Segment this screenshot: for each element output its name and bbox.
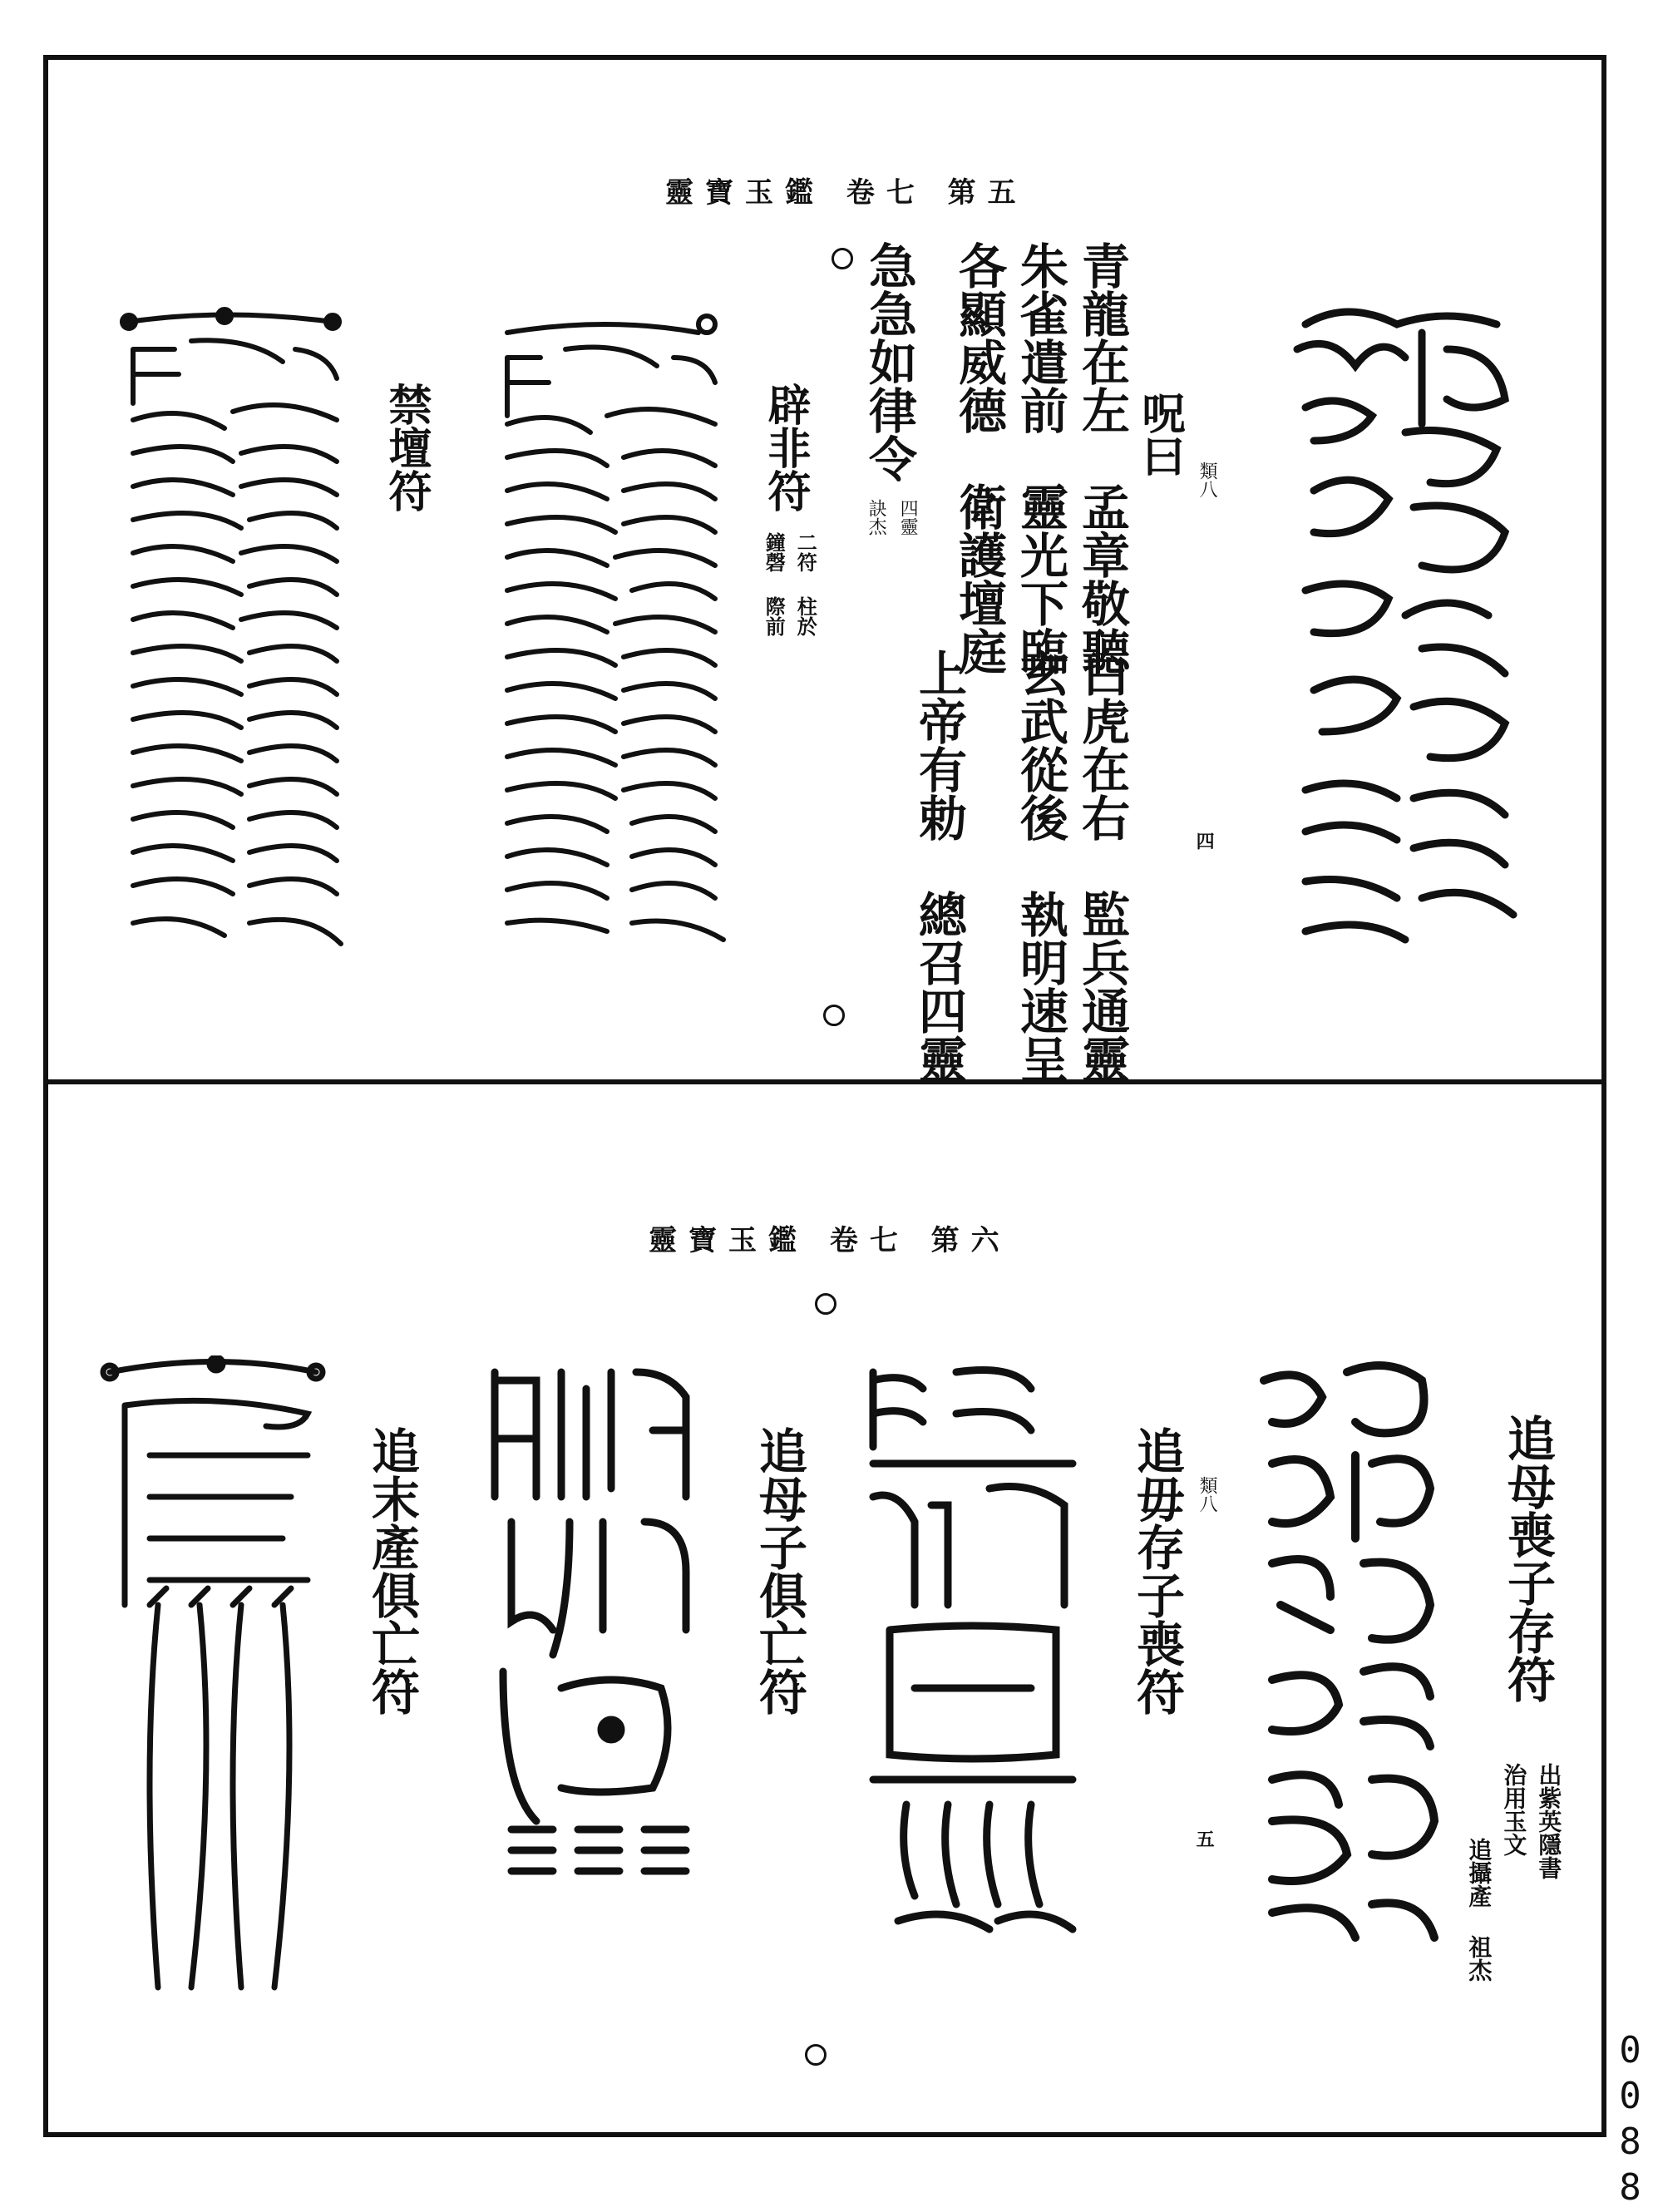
talisman-bottom-center-left [486, 1355, 711, 1987]
verse-col-5: 各顯威德 衛護壇庭 [950, 241, 1007, 675]
talisman-bottom-left [100, 1355, 333, 2021]
verse-col-6: 上帝有勅 總召四靈 [910, 649, 967, 1083]
pibu-note-1: 二符 柱於 [793, 532, 818, 636]
binding-hole-top-2 [823, 1005, 845, 1026]
binding-hole-bottom-1 [815, 1293, 836, 1315]
verse-col-2: 白虎在右 監兵通靈 [1073, 649, 1130, 1083]
mid-mark: 類八 [1197, 1476, 1218, 1513]
bottom-header: 靈寶玉鑑 卷七 第六 [649, 1224, 1011, 1257]
mid-title: 追毋存子喪符 [1128, 1426, 1185, 1716]
binding-hole-bottom-2 [805, 2044, 827, 2066]
jintan-title: 禁壇符 [381, 383, 432, 512]
right-note-3: 追攝產 祖杰 [1465, 1838, 1493, 1982]
bottom-mid-number: 五 [1193, 1829, 1216, 1848]
verse-col-7: 急急如律令 [861, 241, 917, 482]
pibu-note-2: 鐘磬 際前 [762, 532, 787, 636]
talisman-jintan [116, 304, 349, 960]
incantation-mark: 類八 [1197, 462, 1218, 498]
left-title: 追末產俱亡符 [363, 1426, 420, 1716]
verse-small-2: 訣杰 [866, 499, 887, 536]
talisman-bottom-right [1256, 1355, 1447, 1954]
left-mid-title: 追母子俱亡符 [751, 1426, 807, 1716]
incantation-label: 呪曰 [1134, 391, 1185, 477]
right-note-2: 治用玉文 [1500, 1763, 1528, 1856]
verse-col-4: 玄武從後 執明速呈 [1012, 649, 1068, 1083]
top-mid-number: 四 [1193, 832, 1216, 850]
pibu-title: 辟非符 [760, 383, 811, 512]
section-divider [43, 1079, 1606, 1084]
verse-col-3: 朱雀遣前 靈光下臨 [1012, 241, 1068, 675]
right-note-1: 出紫英隱書 [1535, 1763, 1563, 1879]
top-header: 靈寶玉鑑 卷七 第五 [665, 176, 1028, 210]
right-title: 追母喪子存符 [1499, 1414, 1556, 1703]
talisman-pibu [491, 308, 732, 956]
verse-col-1: 青龍在左 孟章敬聽 [1073, 241, 1130, 675]
talisman-bottom-center [865, 1355, 1081, 1987]
talisman-top-right [1281, 299, 1530, 956]
page-number: 0088 [1609, 2029, 1651, 2212]
verse-small-1: 四靈 [897, 499, 919, 536]
binding-hole-top-1 [832, 248, 853, 269]
